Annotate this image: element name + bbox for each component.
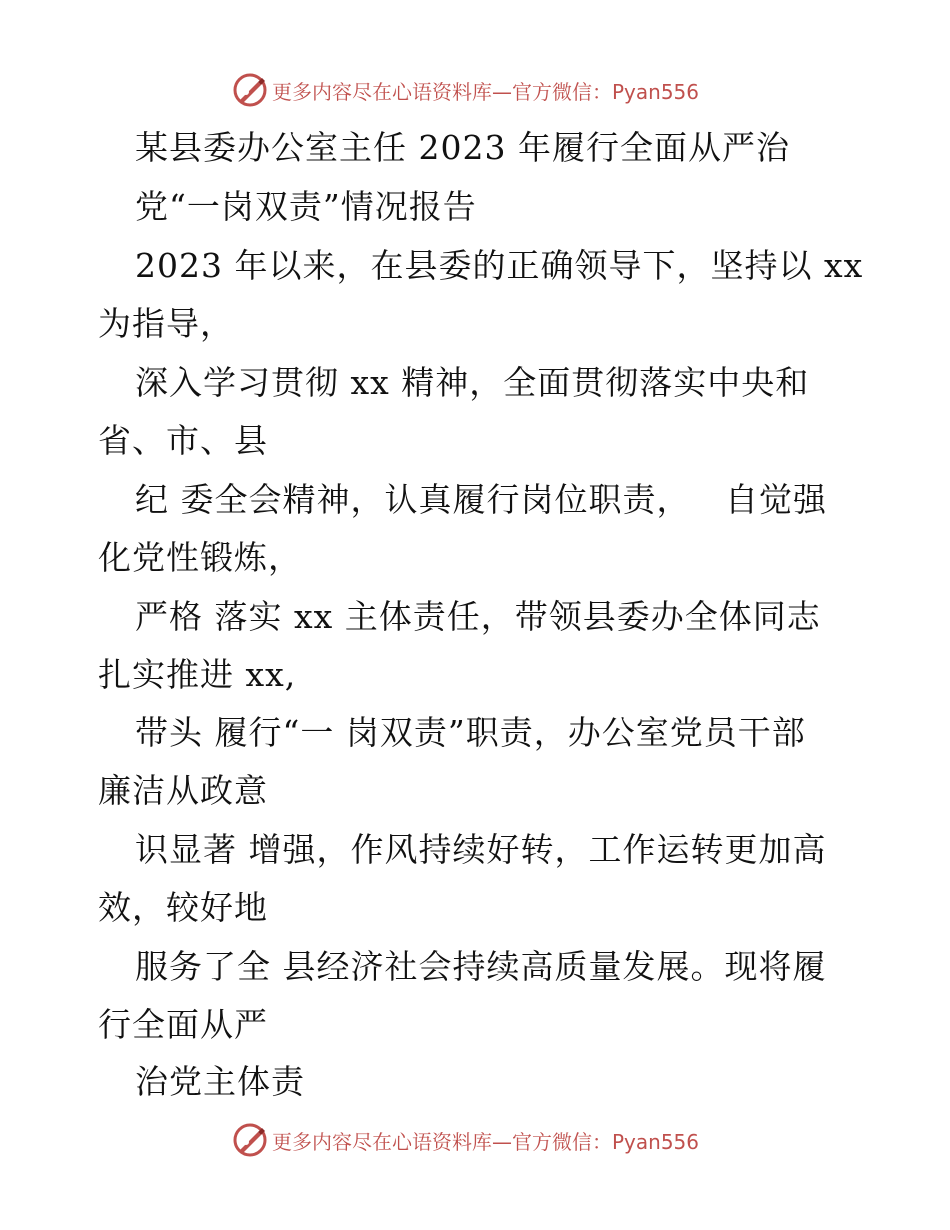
doc-text-line: 2023 年以来，在县委的正确领导下，坚持以 xx [135, 246, 864, 285]
doc-text-line: 严格 落实 xx 主体责任，带领县委办全体同志 [135, 597, 821, 636]
doc-title-line-2: 党“一岗双责”情况报告 [135, 187, 477, 226]
doc-text-line: 效，较好地 [98, 888, 268, 927]
doc-text-line: 化党性锻炼， [98, 538, 302, 577]
doc-text-line: 纪 委全会精神，认真履行岗位职责， 自觉强 [135, 480, 827, 519]
doc-text-line: 为指导， [98, 304, 234, 343]
footer-banner [232, 1120, 699, 1160]
doc-text-line: 扎实推进 xx, [98, 655, 297, 694]
doc-title-line-1: 某县委办公室主任 2023 年履行全面从严治 [135, 128, 790, 167]
doc-text-line: 服务了全 县经济社会持续高质量发展。现将履 [135, 947, 827, 986]
doc-text-line: 深入学习贯彻 xx 精神，全面贯彻落实中央和 [135, 363, 810, 402]
doc-text-line: 省、市、县 [98, 421, 268, 460]
doc-text-line: 治党主体责 [135, 1062, 305, 1101]
doc-text-line: 行全面从严 [98, 1005, 268, 1044]
header-banner-text: 更多内容尽在心语资料库—官方微信：Pyan556 [272, 79, 700, 104]
pen-logo-icon [232, 1122, 268, 1158]
doc-text-line: 廉洁从政意 [98, 771, 268, 810]
doc-text-line: 识显著 增强，作风持续好转，工作运转更加高 [135, 830, 827, 869]
doc-text-line: 带头 履行“一 岗双责”职责，办公室党员干部 [135, 713, 806, 752]
footer-banner-text: 更多内容尽在心语资料库—官方微信：Pyan556 [272, 1129, 700, 1154]
